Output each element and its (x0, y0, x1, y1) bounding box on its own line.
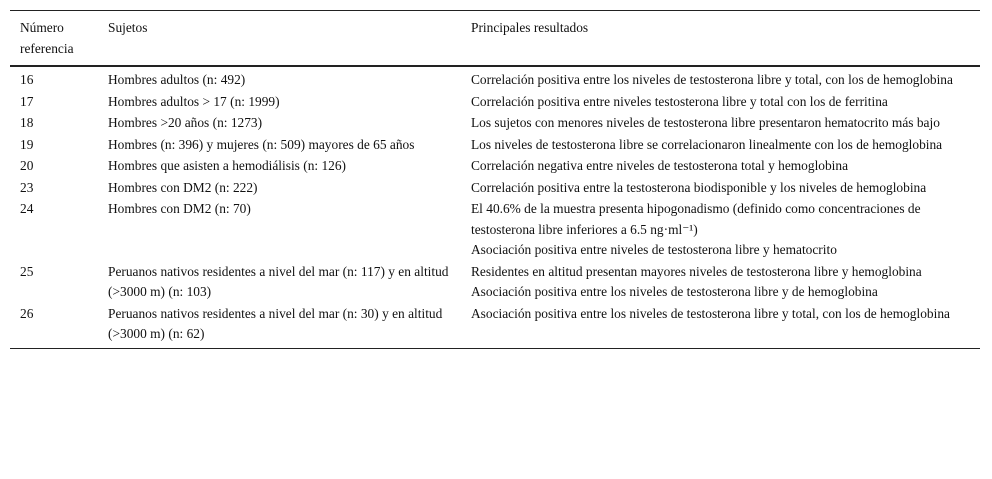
result-line: Asociación positiva entre los niveles de testosterona libre y de hemoglobina (471, 284, 878, 299)
cell-reference: 24 (20, 201, 34, 216)
header-row (10, 11, 980, 67)
cell-results (461, 198, 980, 261)
result-line: Los niveles de testosterona libre se correlacionaron linealmente con los de hemoglobina (471, 136, 943, 152)
table-header (10, 11, 980, 67)
cell-results (461, 66, 980, 91)
result-line: Residentes en altitud presentan mayores niveles de testosterona libre y hemoglobina (471, 263, 922, 279)
cell-reference: 19 (20, 136, 34, 152)
header-reference-number: Número referencia (20, 20, 74, 56)
cell-results (461, 112, 980, 134)
table-row (10, 261, 980, 303)
table-row (10, 91, 980, 113)
cell-results (461, 91, 980, 113)
result-line: El 40.6% de la muestra presenta hipogonadismo (definido como concentraciones de testosterona libre inferiores a 6.5 ng·ml⁻¹) (471, 201, 921, 237)
result-line: Correlación positiva entre la testosterona biodisponible y los niveles de hemoglobina (471, 179, 927, 195)
table-row (10, 198, 980, 261)
result-line: Correlación negativa entre niveles de testosterona total y hemoglobina (471, 158, 849, 173)
cell-subjects: Peruanos nativos residentes a nivel del mar (n: 30) y en altitud (>3000 m) (n: 62) (108, 305, 443, 341)
cell-subjects: Hombres con DM2 (n: 222) (108, 179, 258, 195)
cell-reference: 16 (20, 72, 34, 87)
cell-subjects: Hombres adultos > 17 (n: 1999) (108, 93, 280, 109)
table-row (10, 155, 980, 177)
table-row (10, 303, 980, 349)
cell-results (461, 134, 980, 156)
cell-subjects: Hombres >20 años (n: 1273) (108, 115, 263, 130)
cell-reference: 25 (20, 263, 34, 279)
cell-reference: 18 (20, 115, 34, 130)
result-line: Asociación positiva entre los niveles de testosterona libre y total, con los de hemoglobina (471, 305, 950, 321)
cell-subjects: Hombres con DM2 (n: 70) (108, 201, 251, 216)
cell-reference: 17 (20, 93, 34, 109)
cell-reference: 20 (20, 158, 34, 173)
cell-subjects: Hombres (n: 396) y mujeres (n: 509) mayores de 65 años (108, 136, 415, 152)
table-row (10, 66, 980, 91)
cell-reference: 23 (20, 179, 34, 195)
result-line: Correlación positiva entre niveles testosterona libre y total con los de ferritina (471, 93, 888, 109)
header-main-results: Principales resultados (471, 20, 589, 35)
cell-results (461, 261, 980, 303)
cell-results (461, 155, 980, 177)
cell-subjects: Peruanos nativos residentes a nivel del mar (n: 117) y en altitud (>3000 m) (n: 103) (108, 263, 449, 299)
result-line: Correlación positiva entre los niveles de testosterona libre y total, con los de hemoglobina (471, 72, 953, 87)
table-body (10, 66, 980, 348)
cell-results (461, 177, 980, 199)
result-line: Los sujetos con menores niveles de testosterona libre presentaron hematocrito más bajo (471, 115, 940, 130)
cell-reference: 26 (20, 305, 34, 321)
header-subjects: Sujetos (108, 20, 148, 35)
result-line: Asociación positiva entre niveles de testosterona libre y hematocrito (471, 242, 837, 257)
table-row (10, 112, 980, 134)
cell-subjects: Hombres adultos (n: 492) (108, 72, 246, 87)
table-row (10, 177, 980, 199)
results-table-container (10, 10, 980, 349)
cell-subjects: Hombres que asisten a hemodiálisis (n: 126) (108, 158, 347, 173)
table-row (10, 134, 980, 156)
results-table (10, 10, 980, 349)
cell-results (461, 303, 980, 349)
